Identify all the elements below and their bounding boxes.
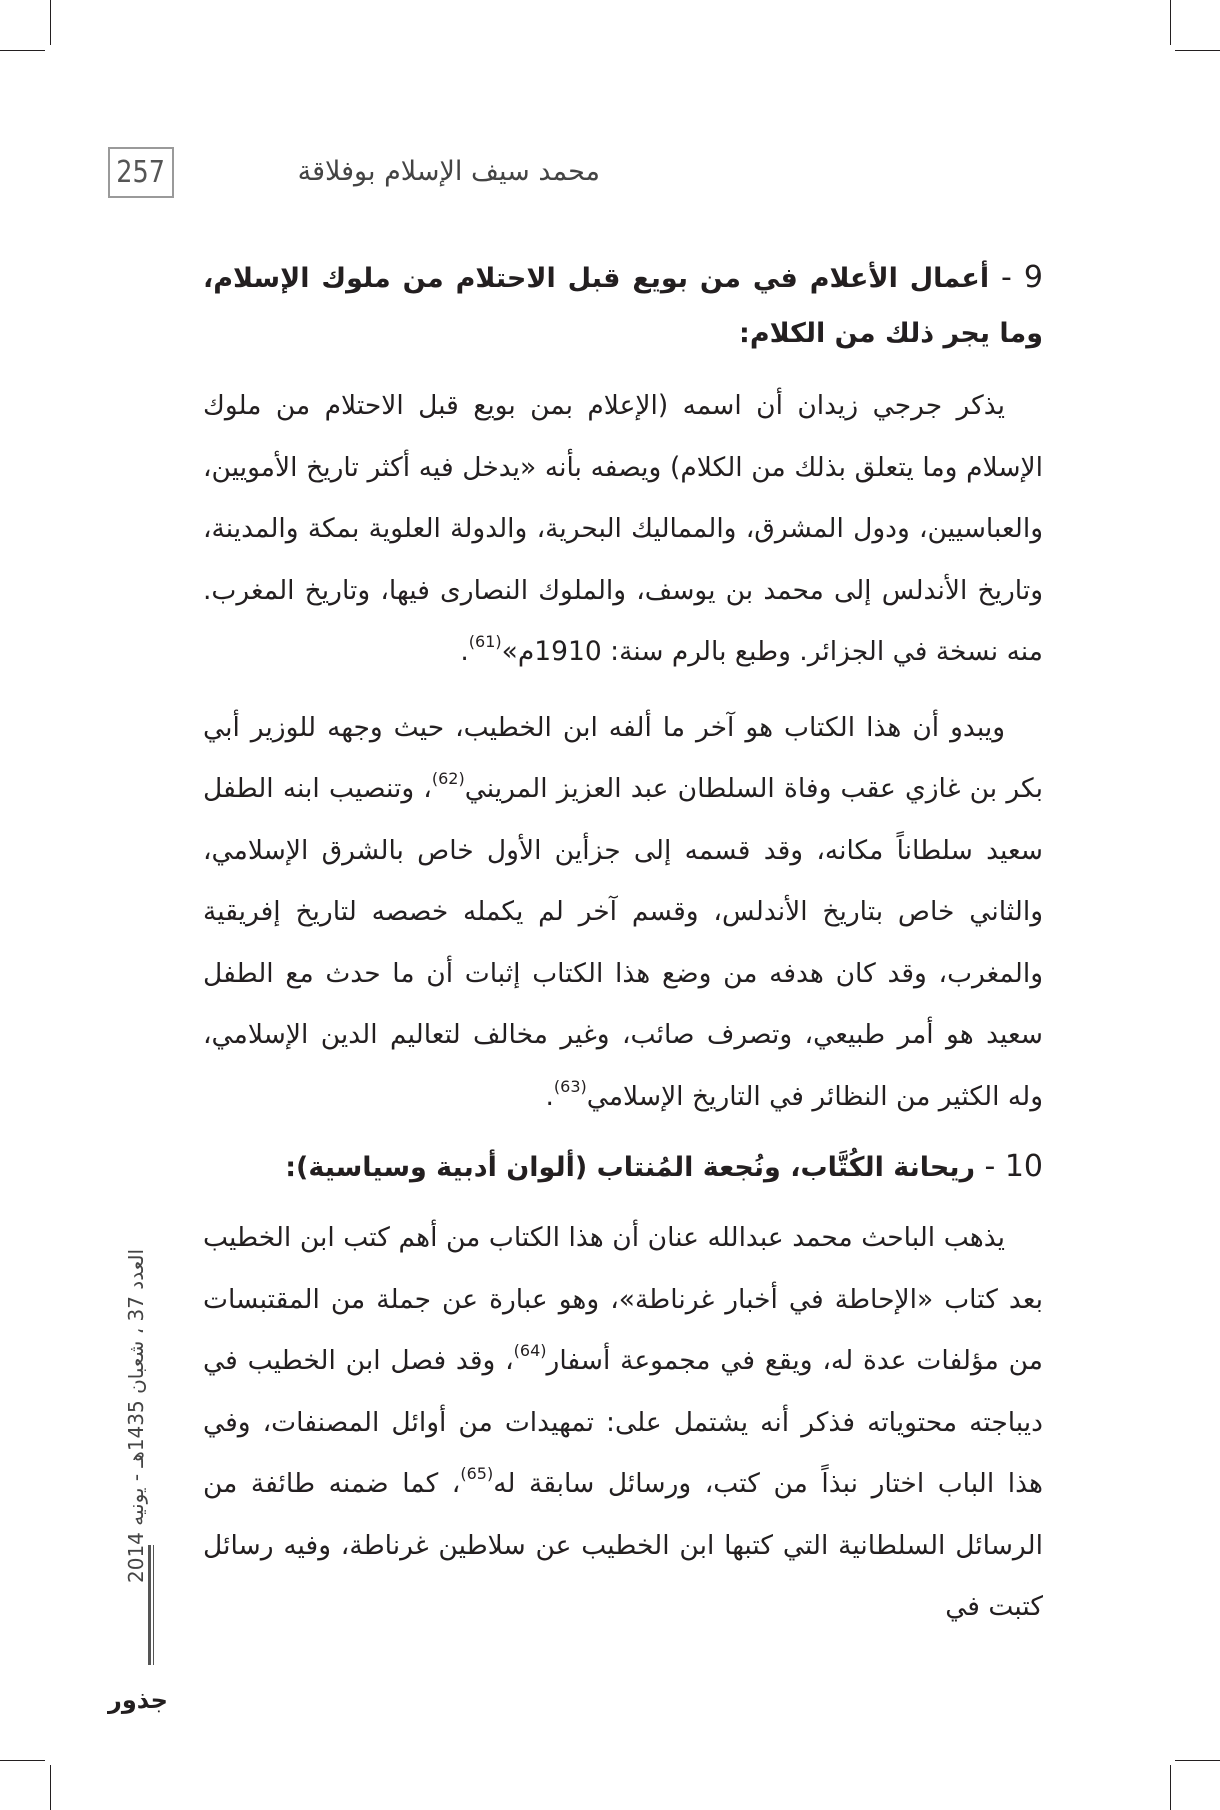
footnote-ref[interactable]: (62) <box>431 769 465 788</box>
paragraph-text: ، وقد فصل ابن الخطيب في ديباجته محتوياته فذكر أنه يشتمل على: تمهيدات من أوائل المصنفات، وفي هذا الباب اختار نبذاً من كتب، ورسائل سابقة له <box>203 1345 1043 1499</box>
paragraph-text: يذهب الباحث محمد عبدالله عنان أن هذا الكتاب من أهم كتب ابن الخطيب بعد كتاب «الإحاطة في أخبار غرناطة»، وهو عبارة عن جملة من المقتبسات من مؤلفات عدة له، ويقع في مجموعة أسفار <box>203 1222 1043 1376</box>
crop-mark <box>1170 1765 1171 1810</box>
paragraph <box>203 375 1043 683</box>
crop-mark <box>1175 50 1220 51</box>
footnote-ref[interactable]: (63) <box>553 1076 587 1096</box>
section-number: 9 - <box>1001 260 1043 295</box>
paragraph <box>203 1207 1043 1638</box>
paragraph-text: ، وتنصيب ابنه الطفل سعيد سلطاناً مكانه، وقد قسمه إلى جزأين الأول خاص بالشرق الإسلامي، والثاني خاص بتاريخ الأندلس، وقسم آخر لم يكمله خصصه لتاريخ إفريقية والمغرب، وقد كان هدفه من وضع هذا الكتاب إثبات أن ما حدث مع الطفل سعيد هو أمر طبيعي، وتصرف صائب، وغير مخالف لتعاليم الدين الإسلامي، وله الكثير من النظائر في التاريخ الإسلامي <box>203 773 1043 1112</box>
crop-mark <box>1175 1760 1220 1761</box>
page-number-text: 257 <box>116 155 166 190</box>
paragraph-text: ، كما ضمنه طائفة من الرسائل السلطانية التي كتبها ابن الخطيب عن سلاطين غرناطة، وفيه رسائل كتبت في <box>203 1468 1043 1622</box>
paragraph-end: . <box>545 1080 554 1112</box>
section-number: 10 - <box>984 1149 1043 1184</box>
crop-mark <box>50 0 51 45</box>
section-heading <box>203 250 1043 361</box>
sidebar-rule <box>148 1545 151 1665</box>
crop-mark <box>0 1760 45 1761</box>
crop-mark <box>0 50 45 51</box>
crop-mark <box>1170 0 1171 45</box>
journal-logo <box>103 1678 173 1718</box>
section-title: أعمال الأعلام في من بويع قبل الاحتلام من ملوك الإسلام، وما يجر ذلك من الكلام: <box>203 263 1043 349</box>
journal-logo-text: جذور <box>108 1686 168 1714</box>
paragraph-text: ويبدو أن هذا الكتاب هو آخر ما ألفه ابن الخطيب، حيث وجهه للوزير أبي بكر بن غازي عقب وفاة السلطان عبد العزيز المريني <box>203 711 1043 804</box>
sidebar-rule <box>153 1545 154 1665</box>
section-title: ريحانة الكُتَّاب، ونُجعة المُنتاب (ألوان أدبية وسياسية): <box>285 1152 976 1183</box>
footnote-ref[interactable]: (65) <box>460 1464 494 1483</box>
footnote-ref[interactable]: (64) <box>513 1341 547 1360</box>
paragraph <box>203 697 1043 1128</box>
section-heading <box>203 1139 1043 1195</box>
paragraph-text: يذكر جرجي زيدان أن اسمه (الإعلام بمن بويع قبل الاحتلام من ملوك الإسلام وما يتعلق بذلك من الكلام) ويصفه بأنه «يدخل فيه أكثر تاريخ الأمويين، والعباسيين، ودول المشرق، والمماليك البحرية، والدولة العلوية بمكة والمدينة، وتاريخ الأندلس إلى محمد بن يوسف، والملوك النصارى فيها، وتاريخ المغرب. منه نسخة في الجزائر. وطبع بالرم سنة: 1910م» <box>203 390 1043 667</box>
paragraph-end: . <box>460 636 469 667</box>
running-head: محمد سيف الإسلام بوفلاقة <box>297 156 600 187</box>
article-body <box>203 250 1043 1638</box>
page-number <box>108 147 174 198</box>
footnote-ref[interactable]: (61) <box>468 632 502 651</box>
issue-info: العدد 37 ، شعبان 1435هـ - يونيه 2014 <box>124 1249 148 1583</box>
crop-mark <box>50 1765 51 1810</box>
issue-sidebar <box>108 1150 164 1670</box>
